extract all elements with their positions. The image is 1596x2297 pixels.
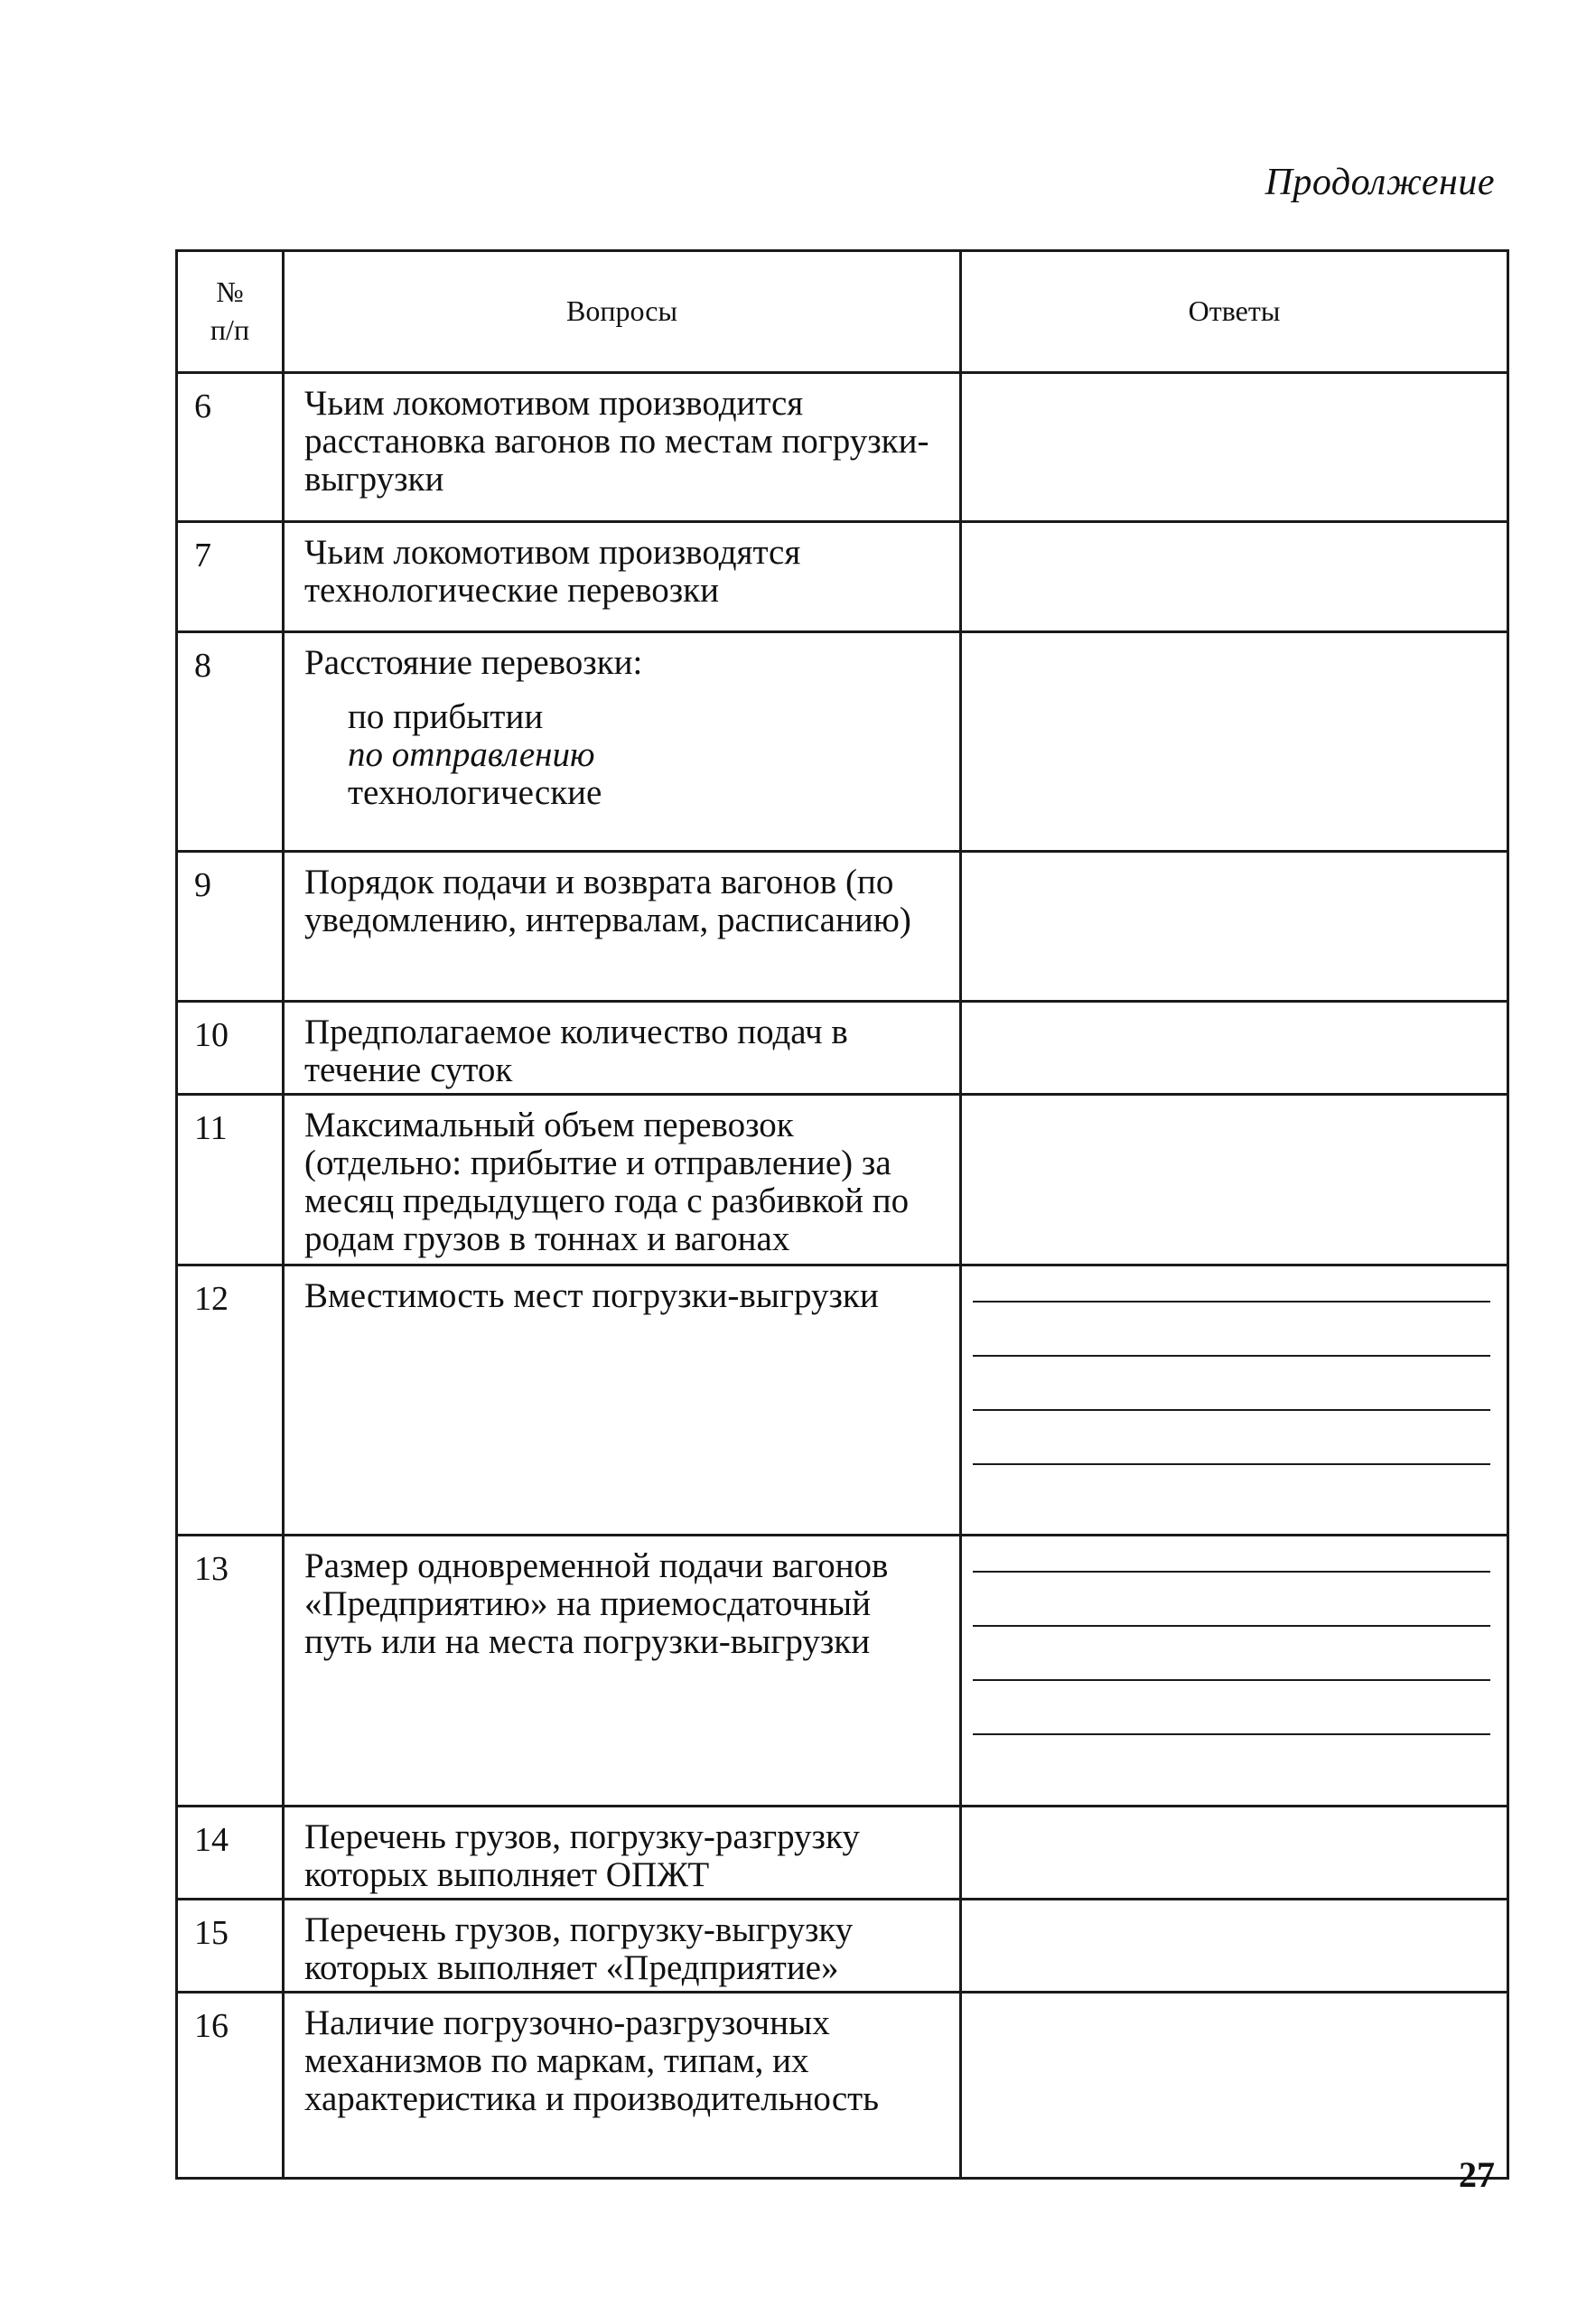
question-cell <box>284 1536 961 1807</box>
table-body <box>177 373 1508 2179</box>
answer-blank-line[interactable] <box>973 1733 1490 1735</box>
table-row <box>177 1002 1508 1095</box>
table-row <box>177 1993 1508 2179</box>
answer-blank-line[interactable] <box>973 1301 1490 1303</box>
question-text: Чьим локомотивом производятся технологические перевозки <box>304 533 801 610</box>
question-cell <box>284 1002 961 1095</box>
answer-blank-line[interactable] <box>973 1463 1490 1465</box>
table-row <box>177 632 1508 852</box>
questionnaire-table <box>175 249 1509 2180</box>
answer-cell[interactable] <box>961 1536 1508 1807</box>
row-number: 6 <box>177 373 284 522</box>
row-number: 8 <box>177 632 284 852</box>
question-text: Порядок подачи и возврата вагонов (по уведомлению, интервалам, расписанию) <box>304 863 911 939</box>
question-cell <box>284 1265 961 1536</box>
answer-blank-line[interactable] <box>973 1679 1490 1681</box>
answer-blank-line[interactable] <box>973 1355 1490 1357</box>
row-number: 14 <box>177 1807 284 1900</box>
answer-cell[interactable] <box>961 1002 1508 1095</box>
sub-item: по прибытии <box>348 697 544 736</box>
question-cell <box>284 1807 961 1900</box>
question-text: Размер одновременной подачи вагонов «Предприятию» на приемосдаточный путь или на места погрузки-выгрузки <box>304 1546 889 1661</box>
table-row <box>177 1536 1508 1807</box>
row-number: 11 <box>177 1095 284 1265</box>
row-number: 15 <box>177 1900 284 1993</box>
table-row <box>177 1095 1508 1265</box>
table-row <box>177 1900 1508 1993</box>
answer-cell[interactable] <box>961 522 1508 632</box>
row-number: 7 <box>177 522 284 632</box>
sub-item-list <box>348 698 945 812</box>
answer-blank-line[interactable] <box>973 1625 1490 1627</box>
question-text: Чьим локомотивом производится расстановка вагонов по местам погрузки-выгрузки <box>304 384 929 499</box>
sub-item: технологические <box>348 773 602 812</box>
answer-cell[interactable] <box>961 1900 1508 1993</box>
question-cell <box>284 1993 961 2179</box>
sub-item: по отправлению <box>348 735 595 774</box>
table-row <box>177 1265 1508 1536</box>
answer-cell[interactable] <box>961 632 1508 852</box>
row-number: 9 <box>177 852 284 1002</box>
question-text: Перечень грузов, погрузку-разгрузку которых выполняет ОПЖТ <box>304 1817 860 1894</box>
row-number: 13 <box>177 1536 284 1807</box>
answer-blank-line[interactable] <box>973 1571 1490 1573</box>
question-text: Перечень грузов, погрузку-выгрузку которых выполняет «Предприятие» <box>304 1910 854 1987</box>
row-number: 16 <box>177 1993 284 2179</box>
header-questions: Вопросы <box>284 251 961 373</box>
answer-cell[interactable] <box>961 1095 1508 1265</box>
answer-cell[interactable] <box>961 852 1508 1002</box>
row-number: 12 <box>177 1265 284 1536</box>
table-row <box>177 522 1508 632</box>
table-row <box>177 852 1508 1002</box>
row-number: 10 <box>177 1002 284 1095</box>
continuation-label: Продолжение <box>1265 162 1495 203</box>
question-cell <box>284 1095 961 1265</box>
question-cell <box>284 632 961 852</box>
question-text: Расстояние перевозки: <box>304 643 643 682</box>
table-row <box>177 1807 1508 1900</box>
answer-cell[interactable] <box>961 1265 1508 1536</box>
answer-cell[interactable] <box>961 1993 1508 2179</box>
question-cell <box>284 852 961 1002</box>
header-answers: Ответы <box>961 251 1508 373</box>
question-text: Вместимость мест погрузки-выгрузки <box>304 1276 879 1315</box>
table-row <box>177 373 1508 522</box>
question-cell <box>284 1900 961 1993</box>
page-number: 27 <box>1459 2154 1495 2195</box>
table-header-row <box>177 251 1508 373</box>
header-number: № п/п <box>177 251 284 373</box>
question-cell <box>284 522 961 632</box>
question-text: Предполагаемое количество подач в течение суток <box>304 1013 848 1089</box>
question-text: Наличие погрузочно-разгрузочных механизмов по маркам, типам, их характеристика и производительность <box>304 2003 879 2118</box>
answer-blank-line[interactable] <box>973 1409 1490 1411</box>
answer-cell[interactable] <box>961 1807 1508 1900</box>
question-cell <box>284 373 961 522</box>
question-text: Максимальный объем перевозок (отдельно: прибытие и отправление) за месяц предыдущего года с разбивкой по родам грузов в тоннах и вагонах <box>304 1106 910 1258</box>
answer-cell[interactable] <box>961 373 1508 522</box>
